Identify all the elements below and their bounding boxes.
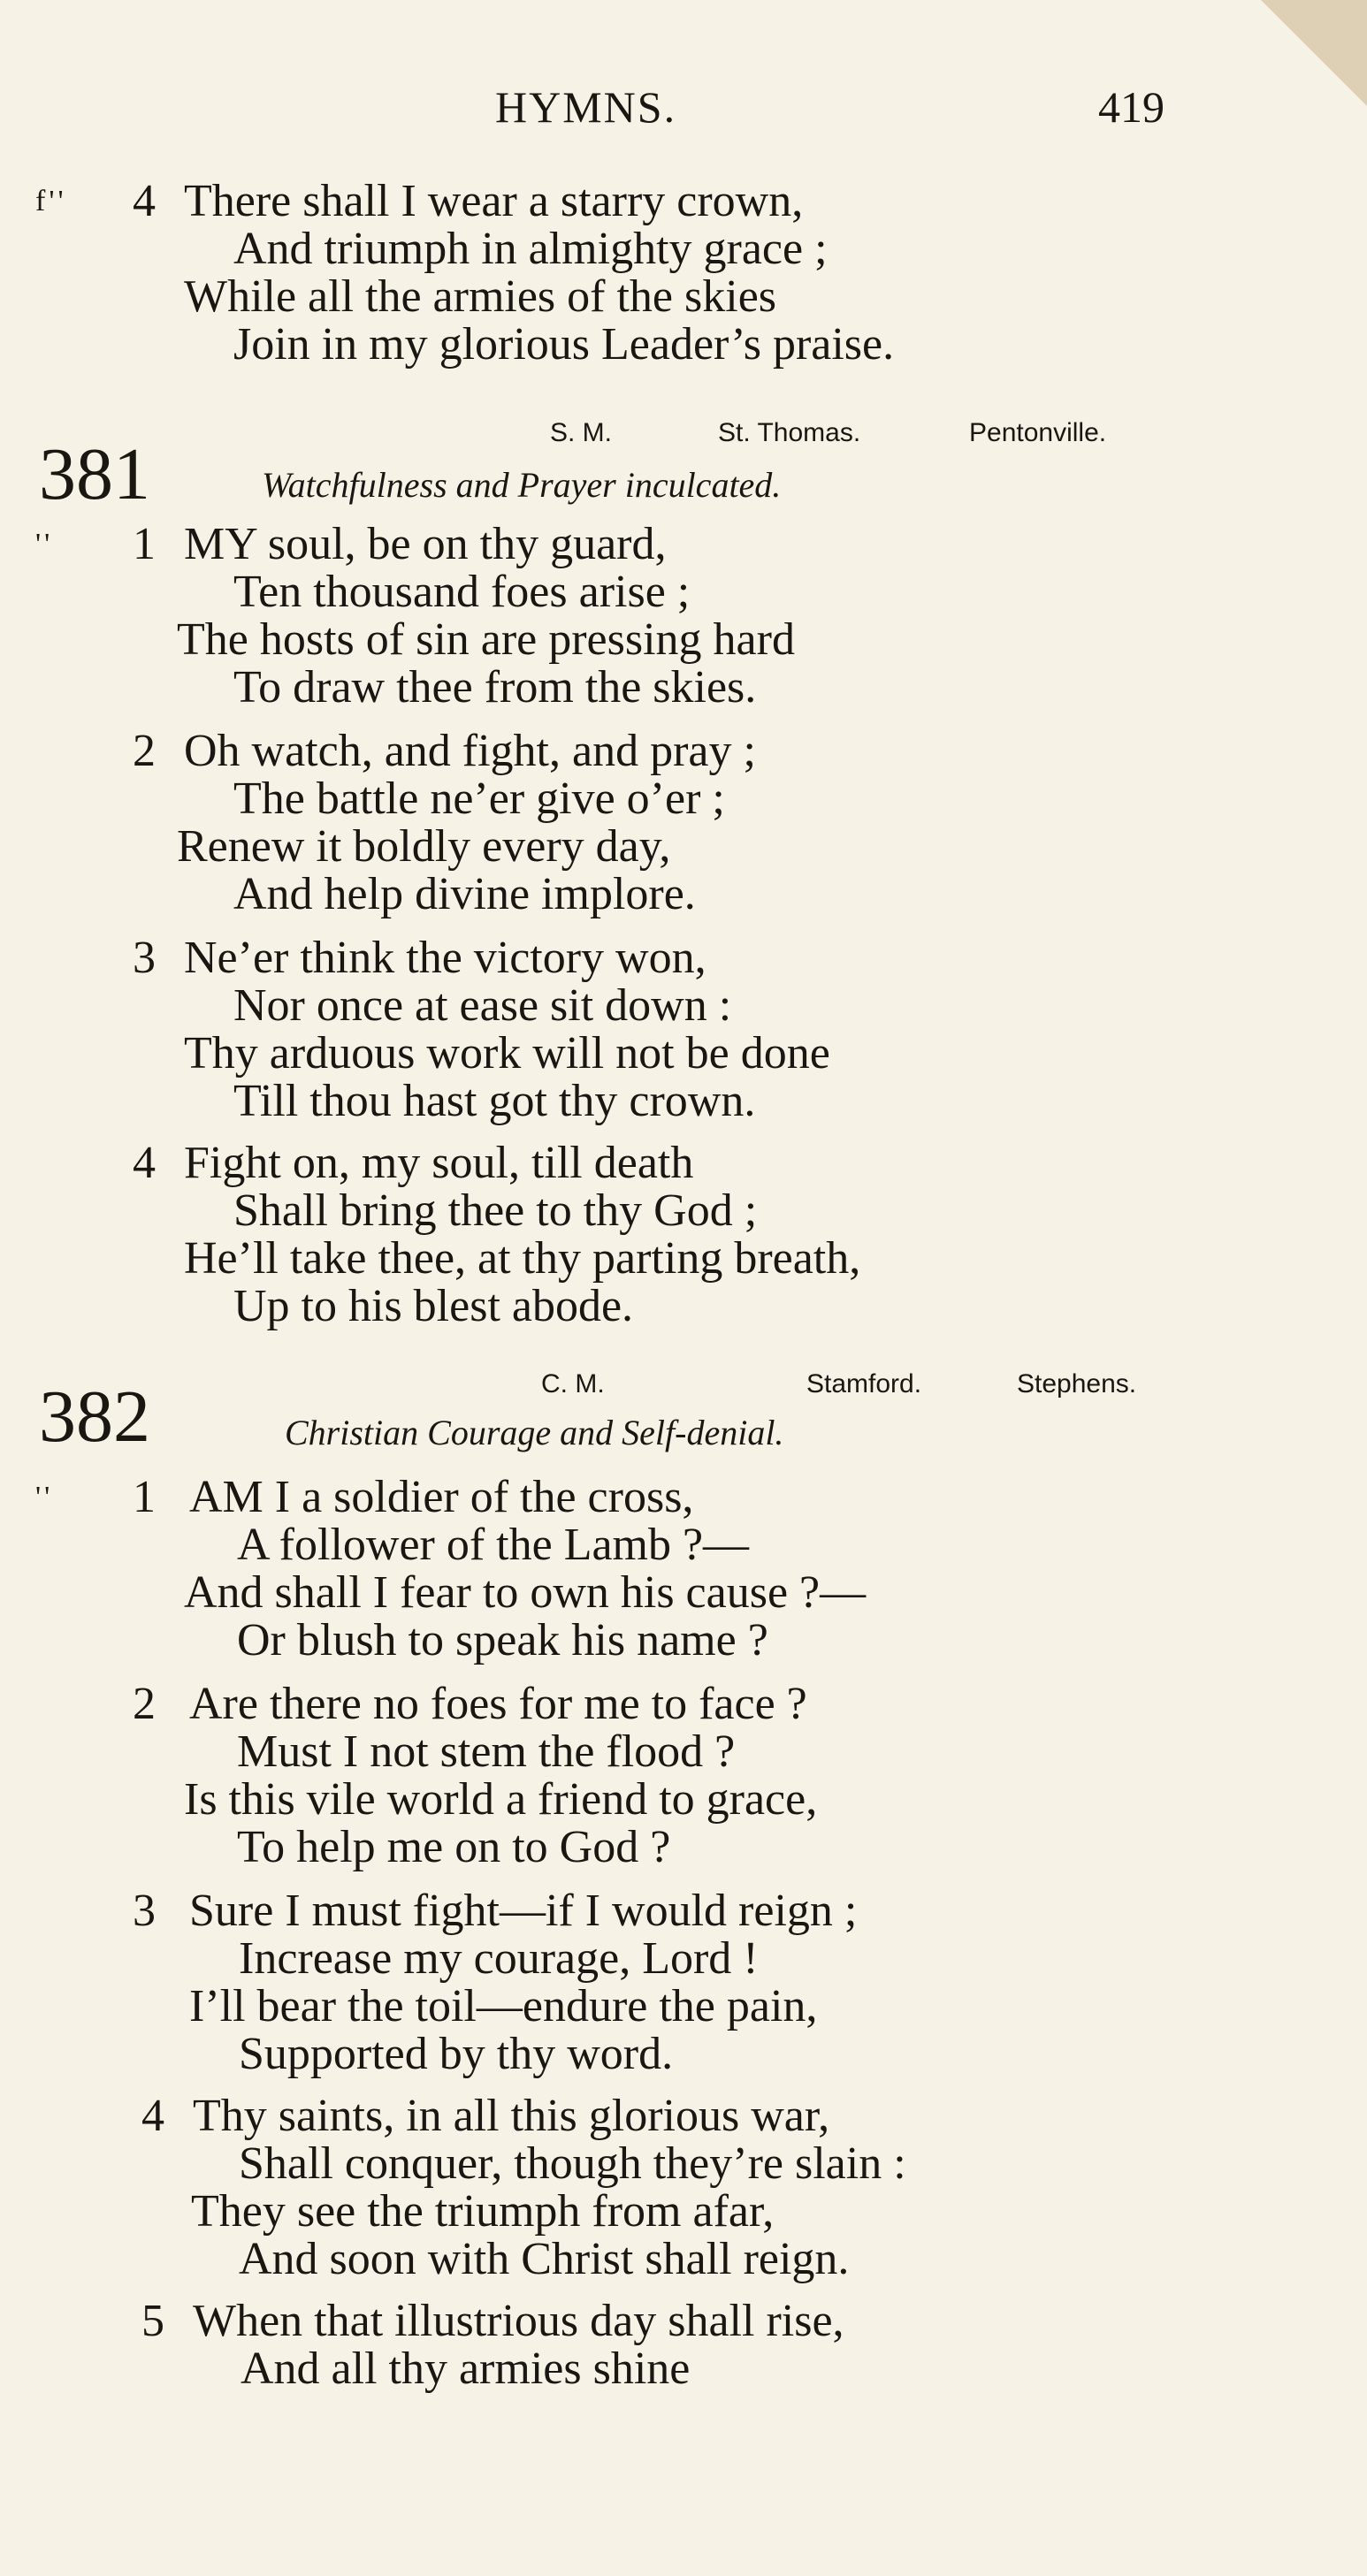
verse-line: Thy arduous work will not be done <box>184 1028 830 1078</box>
verse-line: The hosts of sin are pressing hard <box>177 614 795 665</box>
verse-line: Thy saints, in all this glorious war, <box>193 2091 830 2141</box>
verse-line: Ne’er think the victory won, <box>184 933 706 983</box>
verse-number: 2 <box>133 726 156 776</box>
verse-number: 1 <box>133 519 156 569</box>
verse-number: 3 <box>133 1886 156 1936</box>
verse-line: To draw thee from the skies. <box>233 662 757 713</box>
verse-line: Nor once at ease sit down : <box>233 980 732 1031</box>
verse-line: Are there no foes for me to face ? <box>189 1679 807 1729</box>
verse-number: 4 <box>141 2091 164 2141</box>
hymn-subject: Christian Courage and Self-denial. <box>285 1413 784 1452</box>
verse-number: 4 <box>133 1138 156 1188</box>
tune-name: Stephens. <box>1017 1369 1137 1399</box>
verse-line: Supported by thy word. <box>239 2029 674 2079</box>
verse-line: A follower of the Lamb ?— <box>237 1520 750 1570</box>
verse-line: He’ll take thee, at thy parting breath, <box>184 1233 861 1284</box>
verse-number: 3 <box>133 933 156 983</box>
verse-line: When that illustrious day shall rise, <box>193 2296 844 2346</box>
verse-line: And all thy armies shine <box>241 2344 691 2394</box>
dynamic-mark: f'' <box>35 185 67 217</box>
verse-line: Renew it boldly every day, <box>177 821 671 872</box>
verse-line: Or blush to speak his name ? <box>237 1615 768 1665</box>
verse-number: 4 <box>133 176 156 226</box>
verse-line: And shall I fear to own his cause ?— <box>184 1567 867 1618</box>
verse-line: The battle ne’er give o’er ; <box>233 774 725 824</box>
dynamic-mark: '' <box>35 528 54 560</box>
verse-line: Ten thousand foes arise ; <box>233 567 691 617</box>
verse-line: Sure I must fight—if I would reign ; <box>189 1886 858 1936</box>
verse-line: MY soul, be on thy guard, <box>184 519 667 569</box>
verse-line: Up to his blest abode. <box>233 1281 634 1331</box>
verse-line: Shall bring thee to thy God ; <box>233 1185 758 1236</box>
meter: S. M. <box>550 418 613 447</box>
dynamic-mark: '' <box>35 1481 54 1513</box>
tune-name: Stamford. <box>806 1369 922 1399</box>
hymn-subject: Watchfulness and Prayer inculcated. <box>262 465 782 505</box>
verse-line: There shall I wear a starry crown, <box>184 176 804 226</box>
verse-line: While all the armies of the skies <box>184 271 777 322</box>
running-title: HYMNS. <box>495 82 677 132</box>
verse-line: They see the triumph from afar, <box>191 2186 775 2237</box>
page-corner <box>1261 0 1367 106</box>
hymn-number: 381 <box>39 433 150 515</box>
verse-number: 5 <box>141 2296 164 2346</box>
verse-line: I’ll bear the toil—endure the pain, <box>189 1981 818 2031</box>
verse-line: Join in my glorious Leader’s praise. <box>233 319 895 370</box>
verse-line: Is this vile world a friend to grace, <box>184 1774 818 1825</box>
verse-number: 2 <box>133 1679 156 1729</box>
verse-line: AM I a soldier of the cross, <box>189 1472 694 1522</box>
verse-line: Till thou hast got thy crown. <box>233 1076 756 1126</box>
tune-name: St. Thomas. <box>718 418 861 447</box>
page-number: 419 <box>1098 82 1165 132</box>
verse-line: And soon with Christ shall reign. <box>239 2234 850 2284</box>
verse-line: Increase my courage, Lord ! <box>239 1933 759 1984</box>
verse-line: Fight on, my soul, till death <box>184 1138 694 1188</box>
verse-line: Must I not stem the flood ? <box>237 1726 736 1777</box>
tune-name: Pentonville. <box>969 418 1107 447</box>
verse-line: Shall conquer, though they’re slain : <box>239 2138 906 2189</box>
hymn-382-tune-line <box>0 1368 1367 1400</box>
verse-line: Oh watch, and fight, and pray ; <box>184 726 756 776</box>
verse-line: And help divine implore. <box>233 869 696 919</box>
meter: C. M. <box>541 1369 605 1399</box>
verse-line: And triumph in almighty grace ; <box>233 224 828 274</box>
verse-line: To help me on to God ? <box>237 1822 671 1872</box>
verse-number: 1 <box>133 1472 156 1522</box>
hymn-number: 382 <box>39 1376 150 1458</box>
hymn-381-tune-line <box>0 417 1367 449</box>
